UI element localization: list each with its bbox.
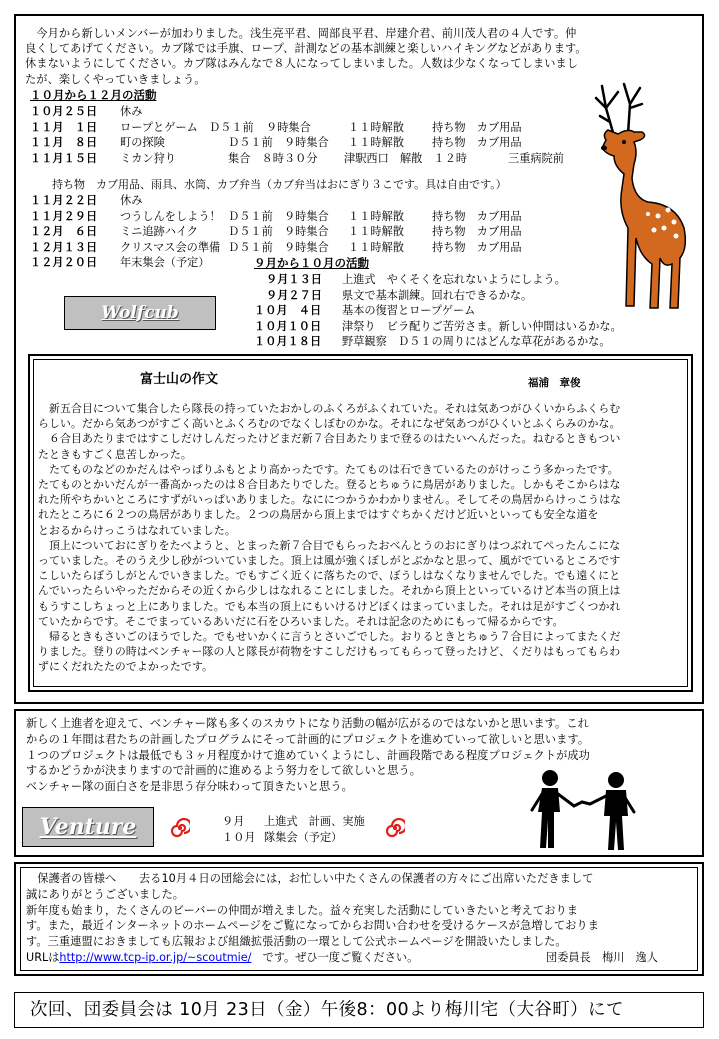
schedule-time: 集合 ８時３０分 <box>228 151 318 165</box>
schedule-items: 持ち物 カブ用品 <box>432 225 522 238</box>
essay-line: たときもすごく息苦しかった。 <box>38 447 192 461</box>
cub-intro <box>25 26 587 87</box>
schedule-date: １２月 ６日 <box>30 225 98 238</box>
schedule-event: ミカン狩り <box>120 151 176 165</box>
essay-line: っていました。そのうえ少し砂がついていました。頂上は風が強くぼしがとぶかなと思って、風がでているところです <box>38 554 621 568</box>
venture-line: １つのプロジェクトは最低でも３ヶ月程度かけて進めていくようにし、計画段階である程度プロジェクトが成功 <box>26 748 590 762</box>
past-row <box>254 319 674 335</box>
schedule-row <box>30 151 630 167</box>
essay-line: りました。登りの時はベンチャー隊の人と隊長が荷物をすこしだけもってもらって登ったけど、くだりはもってもらわ <box>38 645 621 659</box>
essay-body <box>38 401 621 675</box>
venture-line: するかどうかが決まりますので計画的に進めるよう努力をして欲しいと思う。 <box>26 764 422 778</box>
guardians-line: す。また，最近インターネットのホームページをご覧になってからお問い合わせを受けるケースが急増しておりま <box>26 919 599 933</box>
venture-event-desc: 上進式 計画、実施 <box>264 815 365 828</box>
essay-line: らしい。だから気あつがすごく高いとふくろむのでなくしぼむのかな。それになぜ気あつがひくいとふくらみのかな。 <box>38 417 621 431</box>
schedule-items: 持ち物 カブ用品 <box>432 120 522 134</box>
schedule-event: つうしんをしよう！ <box>120 209 221 223</box>
cub-intro-line: 良くしてあげてください。カブ隊では手旗、ロープ、計測などの基本訓練と楽しいハイキングなどがあります。 <box>25 42 587 56</box>
venture-body <box>26 716 590 795</box>
schedule-date: １０月２５日 <box>30 105 98 118</box>
schedule-row <box>30 240 630 256</box>
past-desc: 基本の復習とロープゲーム <box>342 304 476 317</box>
schedule-time: Ｄ５１前 ９時集合 <box>228 209 329 223</box>
schedule-event: 休み <box>120 194 143 207</box>
url-suffix: です。ぜひ一度ご覧ください。 <box>262 951 419 964</box>
guardians-line: 保護者の皆様へ 去る10月４日の団総会には，お忙しい中たくさんの保護者の方々にご出席いただきまして <box>26 872 594 885</box>
venture-logo-text: Venture <box>39 814 137 840</box>
schedule-date: １１月２２日 <box>30 194 98 207</box>
past-date: ９月１３日 <box>266 273 322 286</box>
schedule-date: １１月 １日 <box>30 120 98 134</box>
past-row <box>254 334 674 350</box>
essay-author: 福浦 章俊 <box>528 377 581 389</box>
schedule-end: １１時解散 <box>348 136 404 149</box>
essay-line: 頂上についておにぎりをたべようと、とまった新７合目でもらったおべんとうのおにぎりはつぶれてぺったんこにな <box>38 538 621 552</box>
schedule-items: 三重病院前 <box>508 151 564 165</box>
essay-title: 富士山の作文 <box>140 372 219 387</box>
spiral-icon <box>385 818 405 838</box>
schedule-date: １２月１３日 <box>30 240 98 254</box>
past-date: １０月１０日 <box>254 319 322 333</box>
essay-line: んでいったらいやっただからその近くから少しはなれることにしました。それから頂上といっているけど本当の頂上は <box>38 584 621 598</box>
schedule-end: 津駅西口 解散 １２時 <box>344 151 468 165</box>
schedule-event: 休み <box>120 105 143 118</box>
schedule-time: Ｄ５１前 ９時集合 <box>228 136 329 149</box>
schedule-row <box>30 209 630 225</box>
handshake-illustration <box>524 770 640 852</box>
guardians-body <box>26 871 599 950</box>
cub-intro-line: 今月から新しいメンバーが加わりました。浅生亮平君、岡部良平君、岸建介君、前川茂人君の４人です。仲 <box>25 27 577 40</box>
cub-intro-line: たが、楽しくやっていきましょう。 <box>25 72 206 86</box>
schedule-items: 持ち物 カブ用品 <box>432 240 522 254</box>
essay-line: 帰るときもさいごのほうでした。でもせいかくに言うとさいごでした。おりるときとちゅう７合目によってまたくだ <box>38 630 621 644</box>
past-date: ９月２７日 <box>266 288 322 302</box>
wolfcub-logo-text: Wolfcub <box>101 303 179 323</box>
schedule-end: １１時解散 <box>348 240 404 254</box>
schedule-row <box>30 120 630 136</box>
essay-line: ていたからです。そこでまっているあいだに石をひろいました。それは記念のためにもって帰るからです。 <box>38 614 564 628</box>
schedule-date: １２月２０日 <box>30 256 98 269</box>
past-desc: 県文で基本訓練。回れ右できるかな。 <box>342 288 533 302</box>
past-desc: 野草観察 Ｄ５１の周りにはどんな草花があるかな。 <box>342 335 611 348</box>
schedule-date: １１月１５日 <box>30 151 98 165</box>
schedule-items: 持ち物 カブ用品 <box>432 209 522 223</box>
venture-line: 新しく上進者を迎えて、ベンチャー隊も多くのスカウトになり活動の幅が広がるのではないかと思います。これ <box>26 717 589 730</box>
venture-event-desc: 隊集会（予定） <box>264 831 343 844</box>
venture-event-date: １０月 <box>222 831 256 844</box>
essay-line: ずにくだれたたのでよかったです。 <box>38 660 213 674</box>
signature: 団委員長 梅川 逸人 <box>546 951 658 964</box>
past-heading: ９月から１０月の活動 <box>254 256 369 270</box>
schedule-event: クリスマス会の準備 <box>120 240 221 254</box>
spiral-icon <box>170 818 190 838</box>
schedule-date: １１月２９日 <box>30 209 98 223</box>
essay-line: ６合目あたりまではすこしだけしんだったけどまだ新７合目あたりまで登るのはたいへんだった。ねむるときもつい <box>38 432 621 446</box>
venture-logo <box>22 807 154 847</box>
essay-line: たてものとかいだんが一番高かったのは８合目あたりでした。登るとちゅうに鳥居がありました。しかもそこからはな <box>38 478 621 492</box>
past-date: １０月 ４日 <box>254 304 322 317</box>
schedule-event: 町の探険 <box>120 136 165 149</box>
schedule-time: ９時集合 <box>266 120 311 134</box>
past-date: １０月１８日 <box>254 335 322 348</box>
past-desc: 上進式 やくそくを忘れないようにしよう。 <box>342 273 566 286</box>
schedule-row <box>30 224 630 240</box>
url-prefix: URLは <box>26 951 60 964</box>
venture-event-date: ９月 <box>222 815 245 828</box>
guardians-line: す。三重連盟におきましても広報および組織拡張活動の一環として公式ホームページを開設いたしました。 <box>26 935 567 949</box>
schedule-heading: １０月から１２月の活動 <box>30 88 157 102</box>
essay-line: たてものなどのかだんはやっぱりふもとより高かったです。たてものは石できているたのがけっこう多かったです。 <box>38 462 619 476</box>
essay-line: とおるからけっこうはなれていました。 <box>38 523 236 537</box>
schedule-row <box>30 104 630 120</box>
schedule-event: 年末集会（予定） <box>120 256 210 269</box>
wolfcub-logo <box>64 296 216 330</box>
venture-line: ベンチャー隊の面白さを是非思う存分味わって頂きたいと思う。 <box>26 780 353 794</box>
url-line <box>26 950 418 966</box>
essay-line: れた所やちかいところにすずがいっぱいありました。なににつかうかわかりません。そしてその鳥居からけっこうはな <box>38 493 622 507</box>
schedule-time: Ｄ５１前 ９時集合 <box>228 225 329 238</box>
venture-line: からの１年間は君たちの計画したプログラムにそって計画的にプロジェクトを進めていって欲しいと思います。 <box>26 732 590 746</box>
schedule-end: １１時解散 <box>348 225 404 238</box>
cub-intro-line: 休まないようにしてください。カブ隊はみんなで８人になってしまいました。人数は少なくなってしまいまし <box>25 57 579 71</box>
guardians-line: 誠にありがとうございました。 <box>26 887 185 901</box>
schedule-end: １１時解散 <box>348 209 404 223</box>
schedule-event: ロープとゲーム Ｄ５１前 <box>120 120 254 134</box>
essay-line: こしいたらぼうしがとんでいきました。でもすごく近くに落ちたので、ぼうしはなくなりませんでした。でも遠くにと <box>38 569 621 583</box>
essay-line: 新五合目について集合したら隊長の持っていたおかしのふくろがふくれていた。それは気あつがひくいからふくらむ <box>38 402 621 415</box>
schedule-row <box>30 193 630 209</box>
past-desc: 津祭り ビラ配りご苦労さま。新しい仲間はいるかな。 <box>342 319 622 333</box>
deer-illustration <box>588 78 698 314</box>
essay-line: もうすこしちょっと上にありました。でも本当の頂上にもいけるけどぼくはまっていました。それは足がすごくつかれ <box>38 599 621 613</box>
schedule-date: １１月 ８日 <box>30 136 98 149</box>
homepage-link[interactable]: http://www.tcp-ip.or.jp/~scoutmie/ <box>59 951 252 964</box>
schedule-items: 持ち物 カブ用品 <box>432 136 522 149</box>
schedule-row <box>30 135 630 151</box>
schedule-time: Ｄ５１前 ９時集合 <box>228 240 329 254</box>
schedule-end: １１時解散 <box>348 120 404 134</box>
mikan-note: 持ち物 カブ用品、雨具、水筒、カブ弁当（カブ弁当はおにぎり３こです。具は自由です。） <box>52 178 507 191</box>
footer-text: 次回、団委員会は 10月 23日（金）午後8：00より梅川宅（大谷町）にて <box>30 1000 624 1020</box>
guardians-line: 新年度も始まり，たくさんのビーバーの仲間が増えました。益々充実した活動にしていきたいと考えておりま <box>26 903 579 917</box>
essay-line: れたところに６２つの鳥居がありました。２つの鳥居から頂上まではすぐちかくだけど近いといっても安全な道を <box>38 508 599 522</box>
schedule-event: ミニ追跡ハイク <box>120 225 199 238</box>
